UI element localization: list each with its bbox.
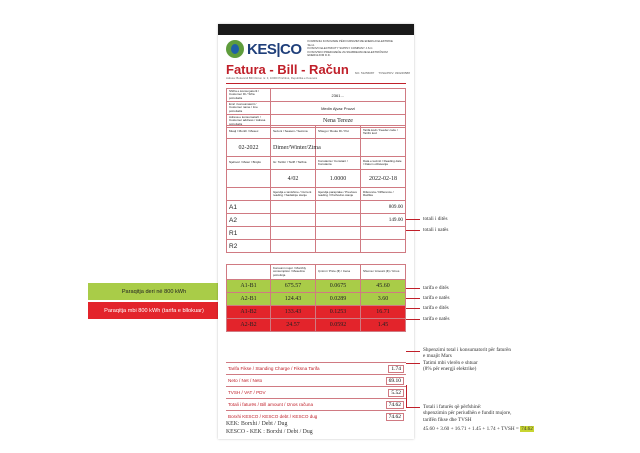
hdr-month: Muaji / Month / Mesec [227,126,271,139]
annotation-night-tariff: tarifa e natës [423,316,450,322]
annotation-day-tariff: tarifa e ditës [423,285,449,291]
total-value: 74.62 [386,413,404,421]
annotation-line: shpenzimin për periudhën e fundit mujore, [423,410,512,417]
hdr-register [227,188,271,201]
hdr-tariff: Gr. Tarifor / Tariff / Tarifna [271,157,316,170]
customer-id-label: Shifra e konsumatorit / Customer ID / Šifra potrošača [227,89,271,102]
annotation-day-total: totali i ditës [423,216,448,222]
register-name: R1 [227,227,271,240]
hdr-tariff-name [227,265,271,280]
total-label: Totali i faturës / Bill amount / Iznos računa [228,402,314,407]
tariff-row-name: A2-B1 [227,293,271,306]
connector-line [406,385,407,407]
company-line: KOSOVSKO PREDUZEĆE ZA SNABDEVANJE ELEKTRIČNOM ENERGIJOM D.D. [307,49,388,58]
period-month: 02-2022 [227,139,271,157]
company-address: Adresa: Bulevardi Bill Clinton nr. 3, 10000 Prishtinë, Republika e Kosovës [226,76,318,80]
total-value: 74.62 [386,401,404,409]
customer-table [226,88,406,128]
kek-debt: KEK: Borxhi / Debt / Dug [226,421,288,427]
formula-total: 74.62 [521,426,533,433]
connector-line [406,230,420,231]
divider [226,83,406,84]
bill-document [218,24,414,439]
tariff-amount: 16.71 [361,306,406,319]
register-name: A1 [227,201,271,214]
logo-text: KES|CO [247,40,302,58]
period-feeder [361,139,406,157]
hdr-season: Sezoni / Season / Sezona [271,126,316,139]
tariff-row-name: A1-B2 [227,306,271,319]
register-name: R2 [227,240,271,253]
annotation-line: Totali i faturës që përfshinë: [423,404,482,410]
band-under-800 [88,283,220,300]
connector-line [406,288,420,289]
annotation-formula [423,426,534,432]
customer-name-label: Emri i konsumatorit / Customer name / Ime potrošača [227,102,271,115]
tariff-price: 0.0675 [316,280,361,293]
tariff-price: 0.0592 [316,319,361,332]
debt-footer [226,420,313,436]
total-label: Borxhi KESCO / KESCO debt / KESCO dug [228,414,318,419]
hdr-amount: Shuma / Amount (€) / Iznos [361,265,406,280]
tariff-consumption: 133.43 [271,306,316,319]
hdr-constant: Konstanta / Constant / Konstanta [316,157,361,170]
customer-address-label: Adresa e konsumatorit / Customer address / Adresa potrošača [227,115,271,128]
hdr-route: Shtegu / Route ID / Put [316,126,361,139]
meter-tariff: 4/02 [271,170,316,188]
total-value: 5.52 [388,389,404,397]
total-label: Neto / Net / Neto [228,378,263,383]
bill-header [218,35,414,60]
annotation-net-total [423,347,511,360]
annotation-line: e muajit Mars [423,353,452,360]
hdr-consumption: Konsumi mujor / Monthly consumption / Mesečna potrošnja [271,265,316,280]
total-row [226,374,406,386]
tariff-amount: 1.45 [361,319,406,332]
connector-line [406,351,420,352]
totals-block [226,362,406,422]
annotation-line: (8% për energji elektrike) [423,366,477,373]
tariff-consumption: 24.57 [271,319,316,332]
register-diff: 809.00 [361,201,406,214]
period-season: Dimer/Winter/Zima [271,139,316,157]
annotation-day-tariff: tarifa e ditës [423,305,449,311]
hdr-current: Gjendja e tanishme / Current reading / Sadašnje stanje [271,188,316,201]
meter-id [227,170,271,188]
customer-name-value: Medin Ajvaz Pruzzi [271,102,406,115]
band-under-800-text: Paraqitja deri në 800 kWh [121,288,187,295]
customer-id-value: 2361… [271,89,406,102]
register-diff [361,227,406,240]
hdr-previous: Gjendja paraprake / Previous reading / Prethodno stanje [316,188,361,201]
annotation-line: Tatimi mbi vlerën e shtuar [423,360,478,366]
connector-line [406,219,420,220]
tariff-table [226,264,406,332]
total-label: Tarifa Fikse / Standing Charge / Fiksna Tarifa [228,366,320,371]
tariff-consumption: 124.43 [271,293,316,306]
tariff-row-name: A1-B1 [227,280,271,293]
bill-tvsh: TVSH/PDV: 330246588 [378,71,410,75]
hdr-meter: Njehsori / Meter / Brojilo [227,157,271,170]
tariff-amount: 45.60 [361,280,406,293]
meter-reading-date: 2022-02-18 [361,170,406,188]
customer-address-value: Nena Tereze [271,115,406,128]
total-row [226,386,406,398]
connector-line [406,298,420,299]
register-name: A2 [227,214,271,227]
annotation-bill-total [423,404,534,433]
annotation-night-tariff: tarifa e natës [423,295,450,301]
company-line: KOSOVO ELECTRICITY SUPPLY COMPANY J.S.C. [307,46,374,51]
kesco-logo-icon [226,40,244,58]
top-bar [218,24,414,35]
annotation-night-total: totali i natës [423,227,449,233]
bill-number: NO. 51256087 [354,71,375,75]
tariff-amount: 3.60 [361,293,406,306]
connector-line [406,363,420,364]
register-diff [361,240,406,253]
company-names [308,40,396,57]
kesco-kek-debt: KESCO - KEK : Borxhi / Debt / Dug [226,429,313,435]
hdr-reading-date: Data e leximit / Reading date / Datum očitavanja [361,157,406,170]
total-value: 1.74 [388,365,404,373]
annotation-line: Shpenzimi total i konsumatorit për faturën [423,347,512,353]
connector-line [406,407,420,408]
annotation-vat [423,360,478,373]
hdr-feeder: Tarifa kodi / Feeder code / Tarifni kod [361,126,406,139]
tariff-price: 0.1253 [316,306,361,319]
title-row [218,60,414,77]
formula-text: 45.60 + 3.60 + 16.71 + 1.45 + 1.74 + TVSH = [423,426,521,433]
connector-line [406,319,420,320]
band-over-800-text: Paraqitja mbi 800 kWh (tarifa e bllokuar) [104,307,204,314]
total-row [226,398,406,410]
meter-constant: 1.0000 [316,170,361,188]
hdr-difference: Diferenca / Difference / Razlika [361,188,406,201]
connector-line [406,308,420,309]
tariff-price: 0.0289 [316,293,361,306]
total-value: 69.10 [386,377,404,385]
total-row [226,362,406,374]
tariff-consumption: 675.57 [271,280,316,293]
register-diff: 149.00 [361,214,406,227]
period-table [226,125,406,253]
bill-title: Fatura - Bill - Račun [226,62,349,77]
band-over-800 [88,302,220,319]
company-line: KOMPANIA KOSOVARE PËR FURNIZIM ME ENERGJI ELEKTRIKE SH.A. [307,39,393,47]
tariff-row-name: A2-B2 [227,319,271,332]
total-label: TVSH / VAT / PDV [228,390,266,395]
annotation-line: tarifën fikse dhe TVSH [423,416,472,423]
period-route [316,139,361,157]
hdr-price: Çmimi / Price (€) / Cena [316,265,361,280]
